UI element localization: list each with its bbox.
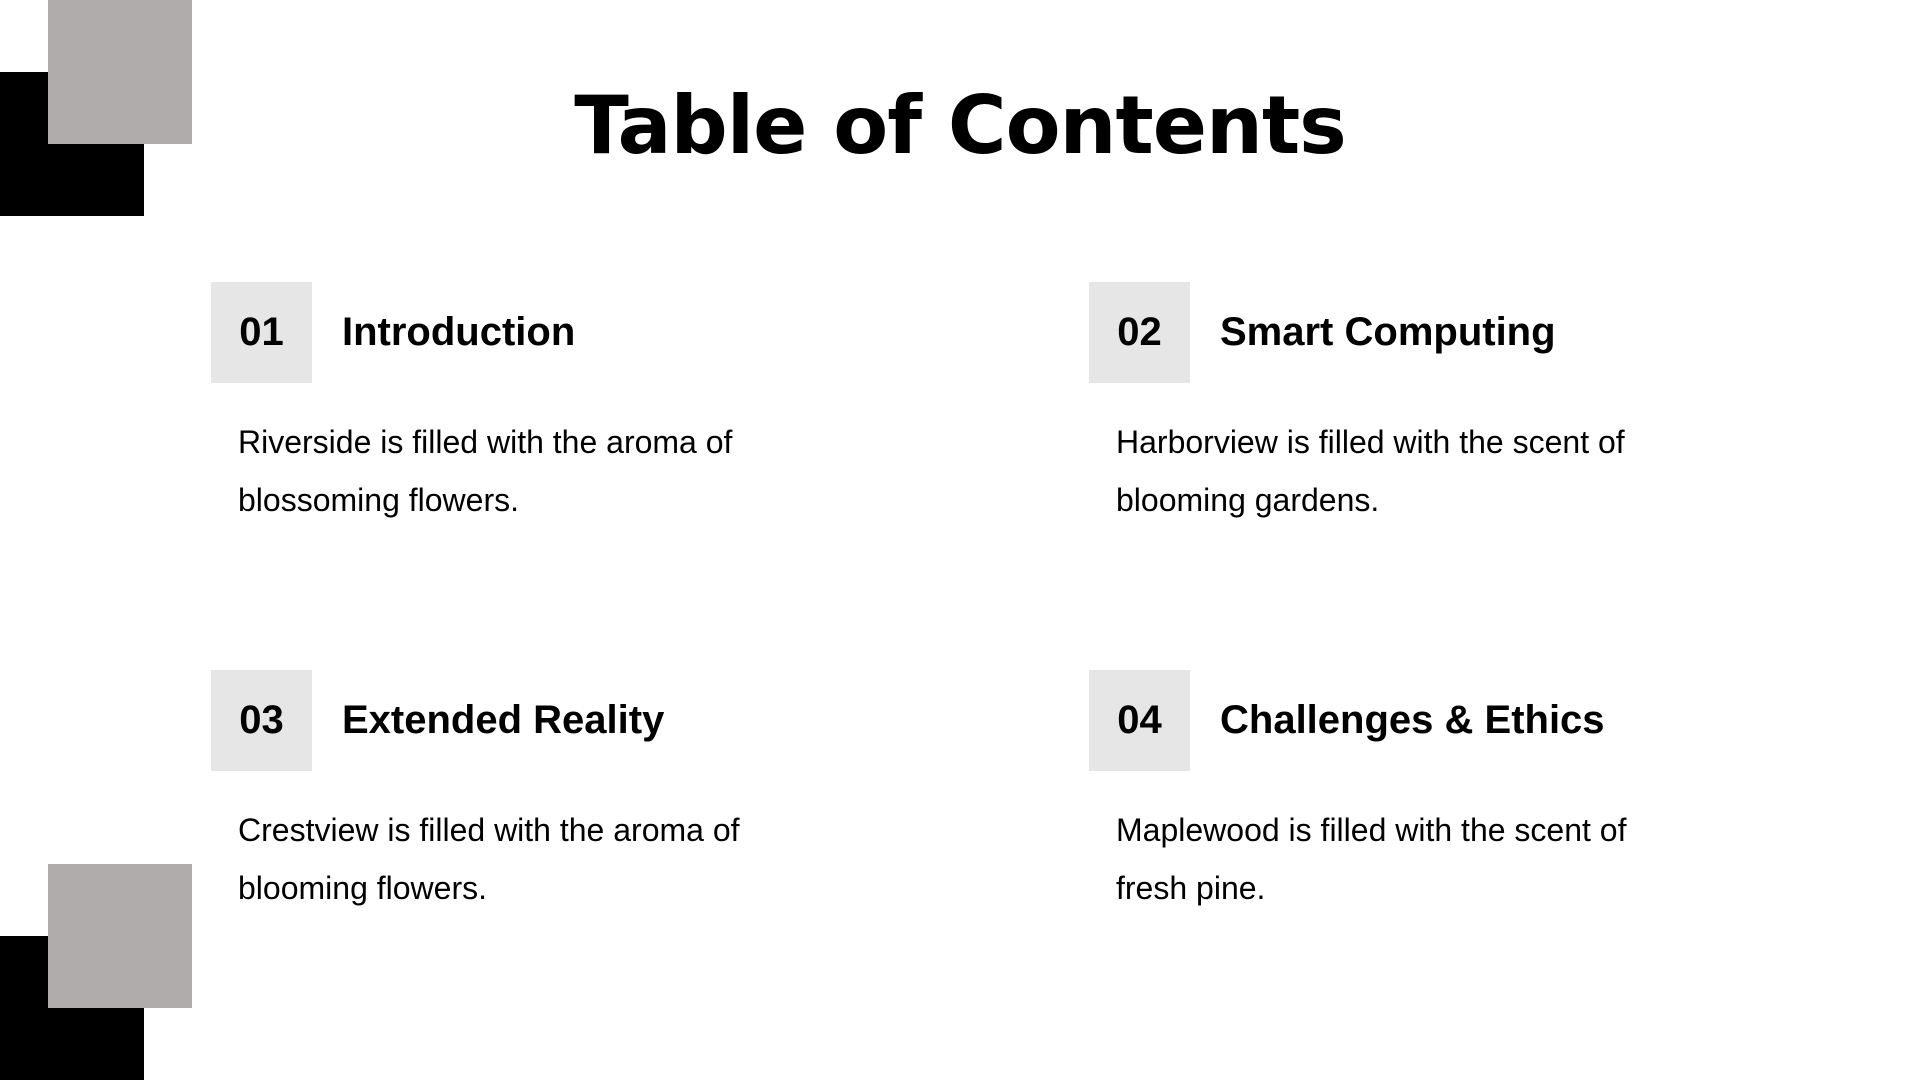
section-description: Crestview is filled with the aroma of blooming flowers. bbox=[238, 812, 740, 906]
toc-item-header bbox=[211, 282, 911, 383]
toc-item-introduction bbox=[211, 282, 911, 529]
toc-item-header bbox=[1089, 670, 1789, 771]
section-title: Challenges & Ethics bbox=[1220, 698, 1605, 742]
section-title: Introduction bbox=[342, 310, 576, 354]
section-title: Extended Reality bbox=[342, 698, 665, 742]
corner-decoration-gray-bottom bbox=[48, 864, 192, 1008]
toc-item-header bbox=[1089, 282, 1789, 383]
section-number-box: 04 bbox=[1089, 670, 1190, 771]
section-description: Maplewood is filled with the scent of fresh pine. bbox=[1116, 812, 1627, 906]
toc-item-extended-reality bbox=[211, 670, 911, 917]
section-description: Harborview is filled with the scent of blooming gardens. bbox=[1116, 424, 1625, 518]
section-description: Riverside is filled with the aroma of blossoming flowers. bbox=[238, 424, 733, 518]
toc-item-challenges-ethics bbox=[1089, 670, 1789, 917]
section-number-box: 03 bbox=[211, 670, 312, 771]
toc-item-smart-computing bbox=[1089, 282, 1789, 529]
section-title: Smart Computing bbox=[1220, 310, 1556, 354]
section-number-box: 02 bbox=[1089, 282, 1190, 383]
page-title: Table of Contents bbox=[574, 79, 1346, 172]
toc-item-header bbox=[211, 670, 911, 771]
section-number-box: 01 bbox=[211, 282, 312, 383]
